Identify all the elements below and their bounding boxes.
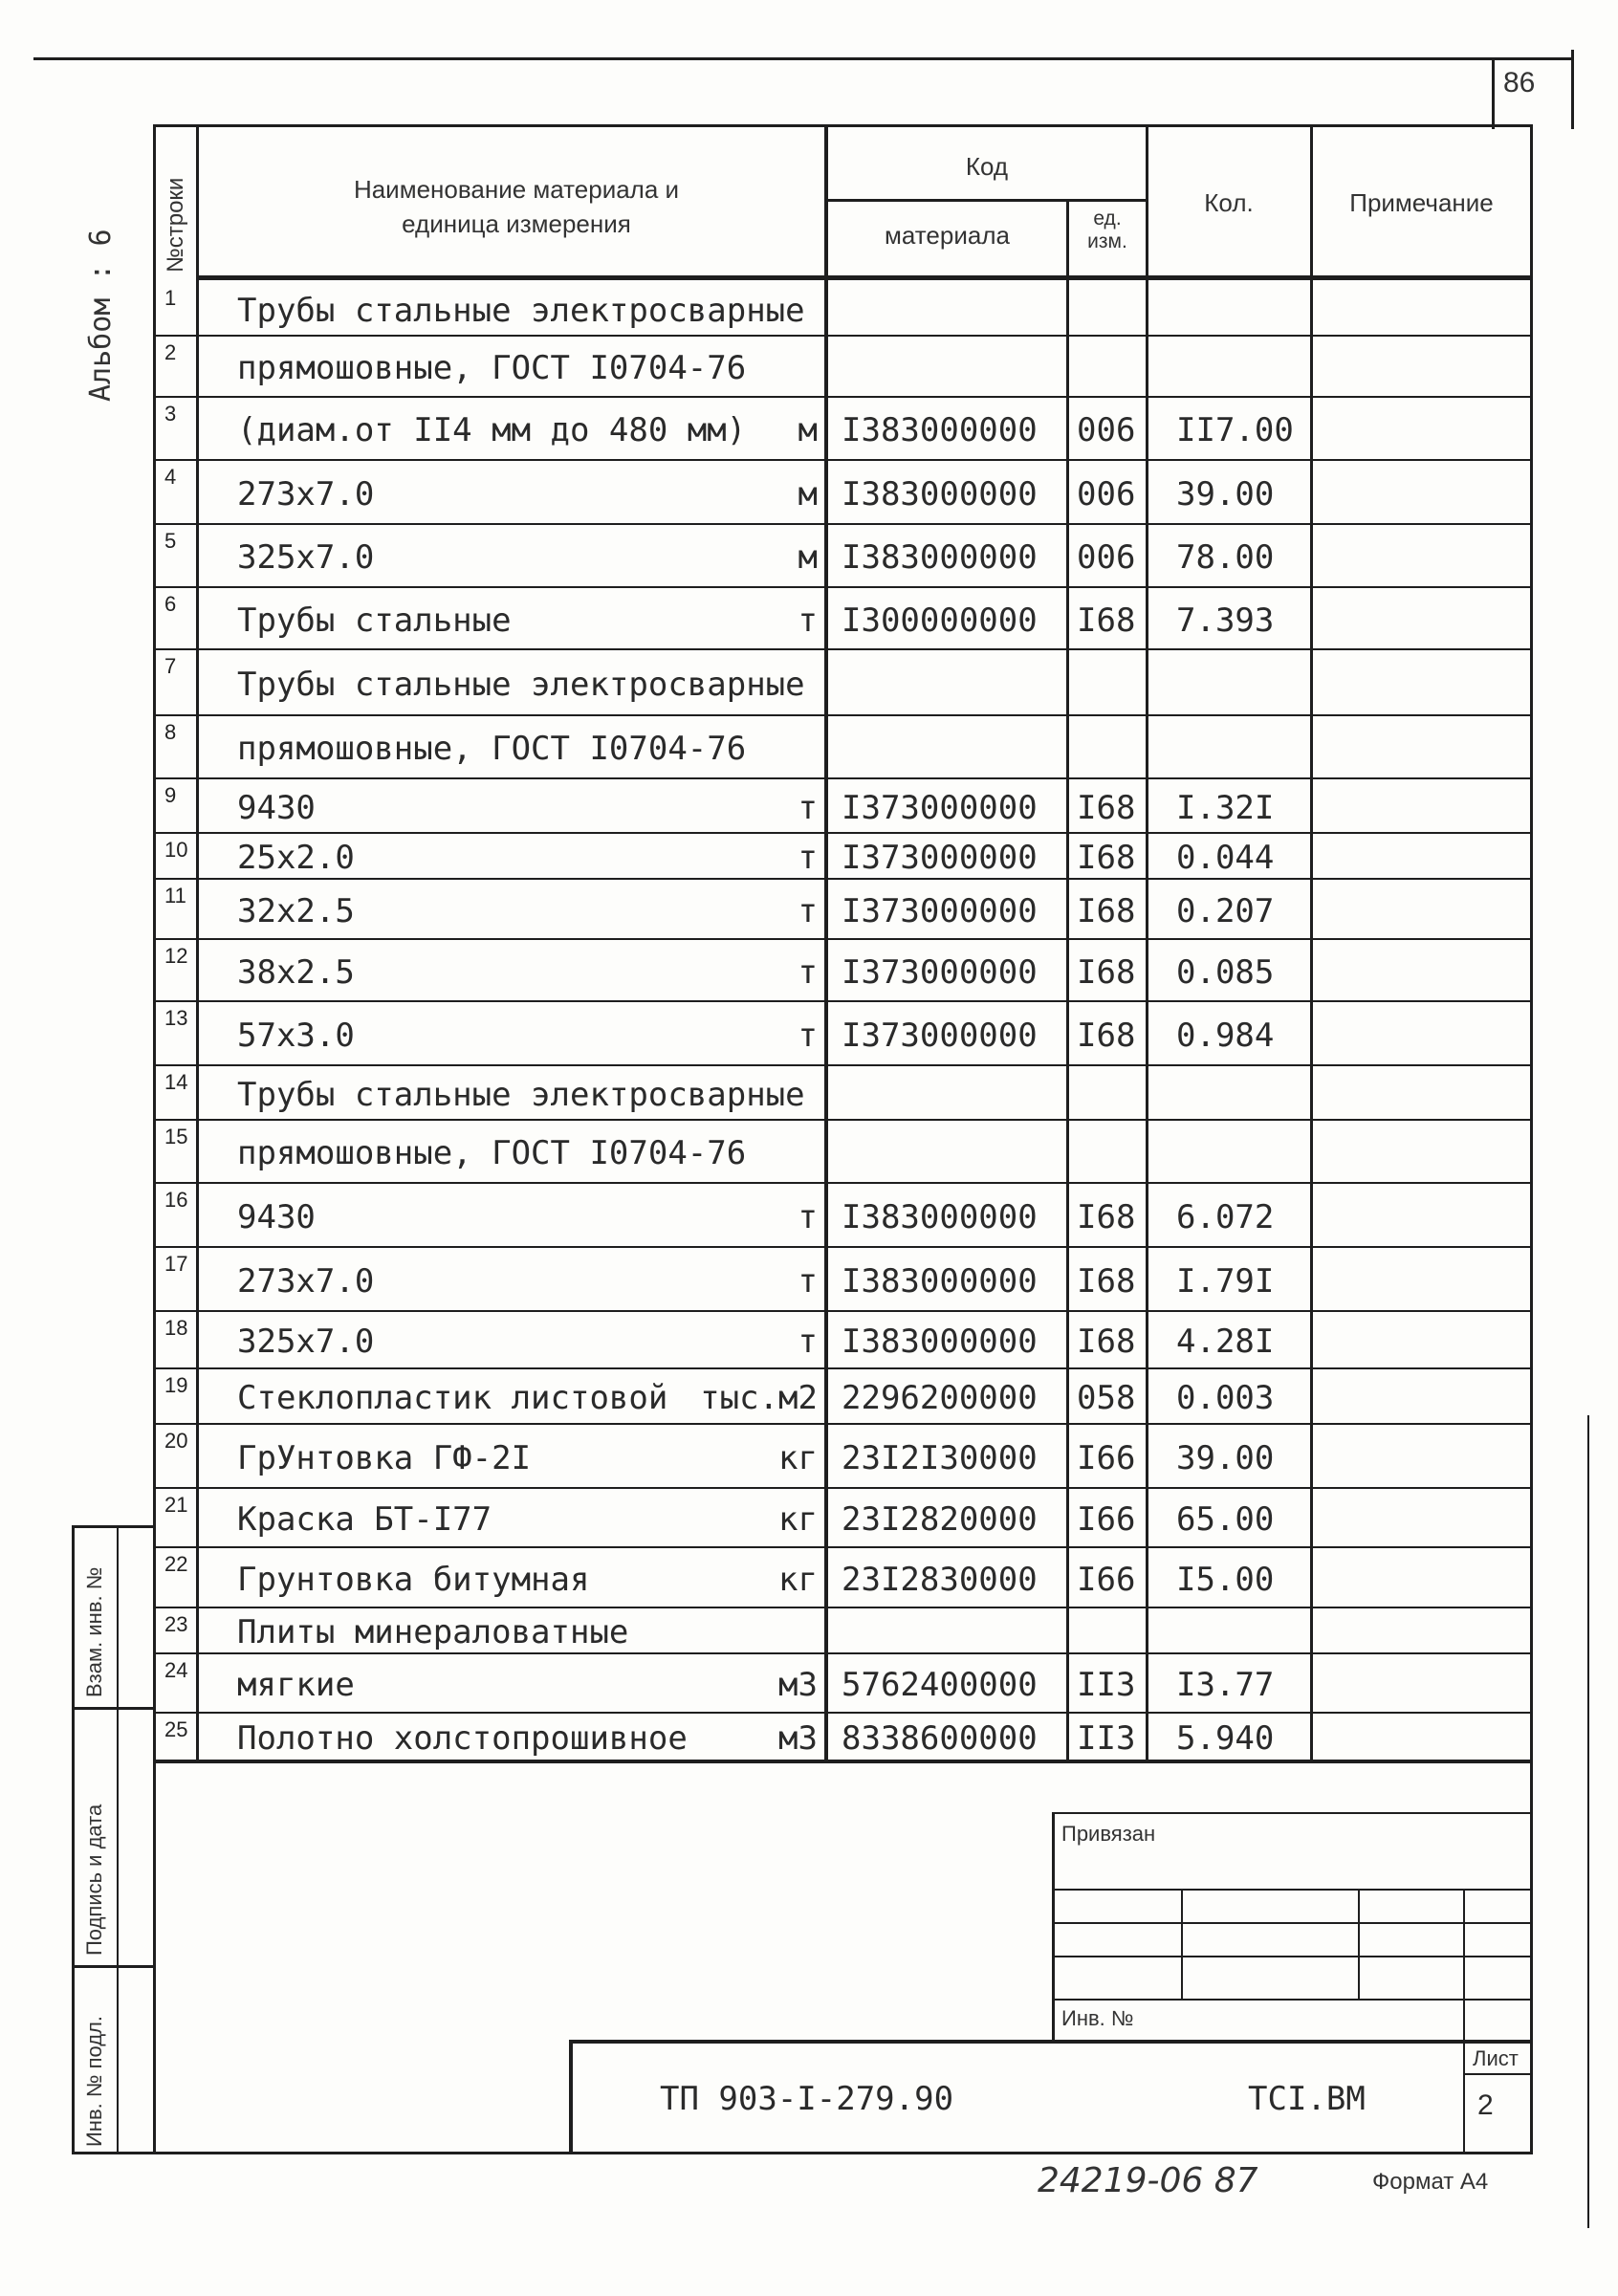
row-number: 25 (164, 1717, 188, 1741)
header-name-line2: единица измерения (402, 209, 631, 238)
header-note: Примечание (1349, 188, 1494, 217)
unit-code: I68 (1077, 1017, 1136, 1055)
privyazan-label: Привязан (1061, 1822, 1156, 1846)
row-number: 11 (164, 884, 186, 907)
material-code: I373000000 (842, 892, 1038, 930)
stamp-left (569, 2040, 573, 2153)
row-number: 17 (164, 1252, 188, 1276)
material-code: 5762400000 (842, 1666, 1038, 1704)
measure-unit: м3 (778, 1666, 818, 1704)
row-number: 3 (164, 402, 177, 426)
row-separator (156, 832, 1530, 834)
material-code: I383000000 (842, 1262, 1038, 1301)
material-code: I383000000 (842, 1198, 1038, 1236)
row-separator (156, 335, 1530, 337)
footer-format: Формат А4 (1372, 2169, 1489, 2195)
row-number: 14 (164, 1070, 188, 1094)
unit-code: I68 (1077, 789, 1136, 827)
unit-code: I66 (1077, 1561, 1136, 1599)
measure-unit: т (798, 953, 818, 992)
header-unit-line1: ед. (1093, 208, 1122, 230)
row-number: 15 (164, 1125, 188, 1148)
row-separator (156, 1487, 1530, 1489)
measure-unit: м3 (778, 1719, 818, 1758)
material-name: Стеклопластик листовой (237, 1379, 668, 1417)
material-code: I373000000 (842, 953, 1038, 992)
header-code: Код (965, 152, 1009, 181)
quantity: 0.207 (1176, 892, 1275, 930)
material-code: 23I2820000 (842, 1500, 1038, 1539)
stamp-top (569, 2040, 1530, 2044)
measure-unit: кг (778, 1439, 818, 1477)
material-name: 325x7.0 (237, 1323, 375, 1361)
measure-unit: кг (778, 1561, 818, 1599)
material-code: I383000000 (842, 538, 1038, 577)
row-separator (156, 459, 1530, 461)
row-number: 24 (164, 1658, 188, 1682)
row-number: 2 (164, 340, 177, 364)
col-line-rownum (196, 124, 199, 1760)
material-name: 273x7.0 (237, 1262, 375, 1301)
unit-code: I66 (1077, 1439, 1136, 1477)
row-number: 23 (164, 1612, 188, 1636)
row-number: 10 (164, 838, 188, 862)
row-separator (156, 1064, 1530, 1066)
measure-unit: т (798, 892, 818, 930)
col-line-material (1066, 199, 1069, 1760)
unit-code: I68 (1077, 839, 1136, 877)
row-separator (156, 648, 1530, 650)
stamp-inv-podl: Инв. № подл. (82, 2015, 106, 2147)
material-name: Краска БТ-I77 (237, 1500, 492, 1539)
side-mid (117, 1525, 119, 2154)
material-code: 2296200000 (842, 1379, 1038, 1417)
row-separator (156, 878, 1530, 880)
quantity: 39.00 (1176, 1439, 1275, 1477)
unit-code: I68 (1077, 601, 1136, 640)
quantity: 0.085 (1176, 953, 1275, 992)
row-number: 6 (164, 592, 177, 616)
row-number: 20 (164, 1429, 188, 1453)
unit-code: 006 (1077, 411, 1136, 449)
quantity: 39.00 (1176, 475, 1275, 514)
unit-code: 058 (1077, 1379, 1136, 1417)
material-name: Трубы стальные электросварные (237, 666, 805, 704)
material-name: Трубы стальные (237, 601, 512, 640)
material-code: I383000000 (842, 411, 1038, 449)
tb-h1 (1052, 1889, 1530, 1891)
unit-code: I68 (1077, 1323, 1136, 1361)
material-name: 32x2.5 (237, 892, 355, 930)
frame-right (1530, 124, 1533, 2152)
row-separator (156, 1546, 1530, 1548)
top-rule (33, 57, 1573, 60)
tb-v3 (1463, 1889, 1465, 2152)
side-h1 (72, 1707, 156, 1710)
row-number: 8 (164, 720, 177, 744)
material-name: 25x2.0 (237, 839, 355, 877)
quantity: 7.393 (1176, 601, 1275, 640)
quantity: 65.00 (1176, 1500, 1275, 1539)
right-edge-line (1587, 1415, 1589, 2228)
frame-bottom (72, 2152, 1533, 2154)
header-bottom (196, 275, 1530, 280)
material-name: Полотно холстопрошивное (237, 1719, 688, 1758)
material-code: I373000000 (842, 1017, 1038, 1055)
row-separator (156, 1423, 1530, 1425)
material-code: I383000000 (842, 1323, 1038, 1361)
col-line-name (824, 124, 828, 1760)
row-number: 5 (164, 529, 177, 553)
col-line-unit (1146, 124, 1148, 1760)
quantity: I.79I (1176, 1262, 1275, 1301)
measure-unit: т (798, 1323, 818, 1361)
stamp-podpis-data: Подпись и дата (82, 1804, 106, 1956)
material-name: прямошовные, ГОСТ I0704-76 (237, 1134, 747, 1172)
material-code: I373000000 (842, 839, 1038, 877)
row-separator (156, 1000, 1530, 1002)
unit-code: I68 (1077, 1262, 1136, 1301)
unit-code: II3 (1077, 1719, 1136, 1758)
row-separator (156, 1607, 1530, 1608)
side-h2 (72, 1965, 156, 1968)
header-quantity: Кол. (1204, 188, 1254, 217)
header-subline (824, 199, 1148, 202)
unit-code: I66 (1077, 1500, 1136, 1539)
row-separator (156, 1367, 1530, 1369)
header-material: материала (885, 221, 1010, 250)
quantity: 5.940 (1176, 1719, 1275, 1758)
tb-h3 (1052, 1956, 1530, 1957)
row-separator (156, 1246, 1530, 1248)
sheet-code: ТСI.ВМ (1248, 2080, 1366, 2118)
row-separator (156, 1652, 1530, 1654)
measure-unit: м (798, 411, 818, 449)
tb-v2 (1358, 1889, 1360, 1999)
row-separator (156, 586, 1530, 588)
material-code: I300000000 (842, 601, 1038, 640)
row-separator (156, 1712, 1530, 1714)
material-name: прямошовные, ГОСТ I0704-76 (237, 730, 747, 768)
page-number-box-left (1492, 57, 1495, 129)
unit-code: 006 (1077, 538, 1136, 577)
table-bottom (153, 1760, 1530, 1763)
quantity: 0.984 (1176, 1017, 1275, 1055)
quantity: 0.003 (1176, 1379, 1275, 1417)
measure-unit: т (798, 1198, 818, 1236)
measure-unit: т (798, 789, 818, 827)
page-number-box-right (1571, 50, 1574, 129)
material-code: 23I2830000 (842, 1561, 1038, 1599)
material-name: 57x3.0 (237, 1017, 355, 1055)
row-number: 12 (164, 944, 188, 968)
footer-handwritten-number: 24219-06 87 (1038, 2161, 1258, 2200)
unit-code: I68 (1077, 953, 1136, 992)
row-number: 18 (164, 1316, 188, 1340)
tb-v1 (1181, 1889, 1183, 1999)
material-name: ГрУнтовка ГФ-2I (237, 1439, 532, 1477)
material-name: Грунтовка битумная (237, 1561, 590, 1599)
material-name: Трубы стальные электросварные (237, 292, 805, 330)
row-number: 22 (164, 1552, 188, 1576)
measure-unit: м (798, 538, 818, 577)
row-separator (156, 1310, 1530, 1312)
side-left (72, 1525, 75, 2154)
material-code: 23I2I30000 (842, 1439, 1038, 1477)
row-separator (156, 1182, 1530, 1184)
row-number: 13 (164, 1006, 188, 1030)
row-number: 16 (164, 1188, 188, 1212)
row-number: 4 (164, 465, 177, 489)
album-label: Альбом : 6 (84, 229, 118, 402)
row-number: 7 (164, 654, 177, 678)
row-separator (156, 777, 1530, 779)
side-top (72, 1525, 156, 1528)
quantity: I5.00 (1176, 1561, 1275, 1599)
quantity: II7.00 (1176, 411, 1294, 449)
material-name: Плиты минераловатные (237, 1613, 629, 1651)
sheet-number: 2 (1477, 2089, 1494, 2121)
tb-h4 (1052, 1999, 1530, 2001)
row-number: 9 (164, 783, 177, 807)
material-name: 38x2.5 (237, 953, 355, 992)
stamp-vzam-inv: Взам. инв. № (82, 1566, 106, 1697)
material-name: 9430 (237, 789, 316, 827)
row-separator (156, 523, 1530, 525)
quantity: 0.044 (1176, 839, 1275, 877)
unit-code: 006 (1077, 475, 1136, 514)
quantity: 4.28I (1176, 1323, 1275, 1361)
col-line-qty (1310, 124, 1313, 1760)
unit-code: II3 (1077, 1666, 1136, 1704)
material-name: (диам.от II4 мм до 480 мм) (237, 411, 747, 449)
row-separator (156, 714, 1530, 716)
row-number: 19 (164, 1373, 188, 1397)
row-number: 1 (164, 286, 177, 310)
material-name: Трубы стальные электросварные (237, 1076, 805, 1114)
material-name: 9430 (237, 1198, 316, 1236)
row-separator (156, 1119, 1530, 1121)
measure-unit: т (798, 601, 818, 640)
measure-unit: т (798, 1017, 818, 1055)
quantity: I.32I (1176, 789, 1275, 827)
tb-left (1052, 1812, 1055, 2042)
frame-top (153, 124, 1530, 127)
tb-top (1052, 1812, 1530, 1814)
quantity: 6.072 (1176, 1198, 1275, 1236)
row-separator (156, 938, 1530, 940)
sheet-label: Лист (1473, 2046, 1519, 2070)
page-number: 86 (1503, 67, 1536, 98)
frame-left (153, 124, 156, 2152)
quantity: I3.77 (1176, 1666, 1275, 1704)
unit-code: I68 (1077, 892, 1136, 930)
measure-unit: тыс.м2 (700, 1379, 818, 1417)
material-name: прямошовные, ГОСТ I0704-76 (237, 349, 747, 387)
sheet-label-line (1463, 2073, 1530, 2075)
inv-no-label: Инв. № (1061, 2006, 1134, 2030)
measure-unit: т (798, 1262, 818, 1301)
measure-unit: м (798, 475, 818, 514)
tb-h2 (1052, 1922, 1530, 1924)
material-name: 273x7.0 (237, 475, 375, 514)
unit-code: I68 (1077, 1198, 1136, 1236)
row-number: 21 (164, 1493, 188, 1517)
material-name: мягкие (237, 1666, 355, 1704)
measure-unit: т (798, 839, 818, 877)
material-code: I383000000 (842, 475, 1038, 514)
measure-unit: кг (778, 1500, 818, 1539)
header-row-number: №строки (163, 177, 188, 273)
material-name: 325x7.0 (237, 538, 375, 577)
material-code: I373000000 (842, 789, 1038, 827)
header-name-line1: Наименование материала и (353, 175, 680, 204)
quantity: 78.00 (1176, 538, 1275, 577)
material-code: 8338600000 (842, 1719, 1038, 1758)
header-unit-line2: изм. (1087, 230, 1127, 252)
row-separator (156, 396, 1530, 398)
document-code: ТП 903-I-279.90 (660, 2080, 954, 2118)
